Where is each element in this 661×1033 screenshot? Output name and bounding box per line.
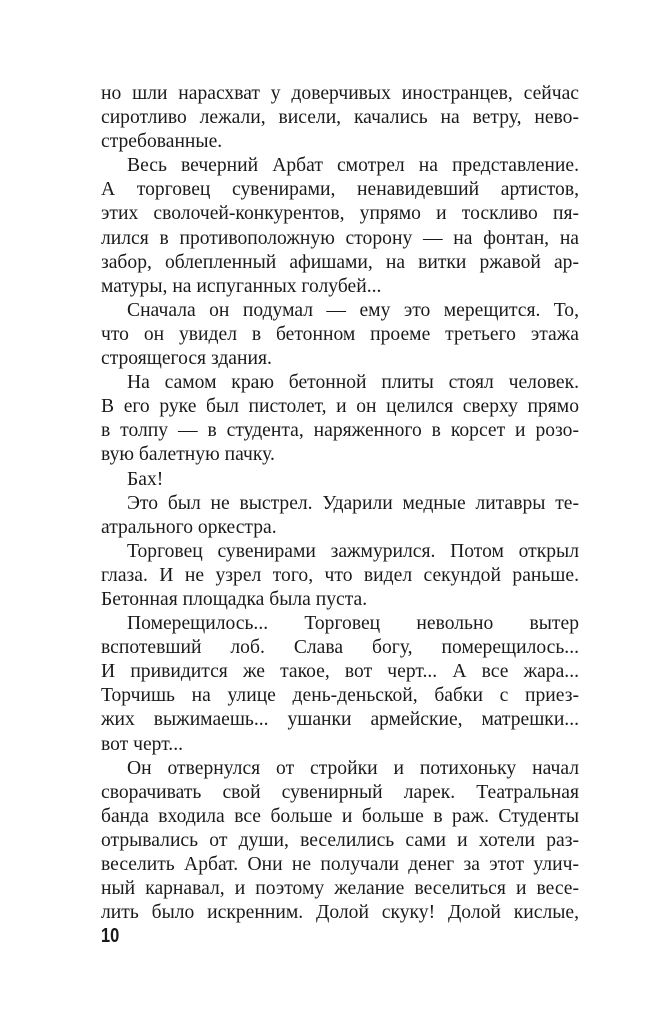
text-line: в толпу — в студента, наряженного в корсет и розо-: [101, 420, 579, 442]
text-line: этих сволочей-конкурентов, упрямо и тоскливо пя-: [101, 203, 579, 225]
text-line: вспотевший лоб. Слава богу, померещилось...: [101, 637, 579, 659]
text-line: банда входила все больше и больше в раж. Студенты: [101, 805, 579, 827]
text-line: отрывались от души, веселились сами и хотели раз-: [101, 829, 579, 851]
text-line: вот черт...: [101, 733, 183, 755]
text-line: стребованные.: [101, 131, 223, 153]
text-line: строящегося здания.: [101, 348, 272, 370]
text-line: Бах!: [127, 468, 164, 490]
text-line: И привидится же такое, вот черт... А все жара...: [101, 661, 579, 683]
page-number: 10: [101, 925, 120, 947]
text-line: Торчишь на улице день-деньской, бабки с приез-: [101, 685, 579, 707]
text-line: Это был не выстрел. Ударили медные литавры те-: [127, 492, 579, 514]
body-text: [101, 82, 579, 925]
text-line: забор, облепленный афишами, на витки ржавой ар-: [101, 251, 579, 273]
text-line: веселить Арбат. Они не получали денег за этот улич-: [101, 854, 579, 875]
text-line: атрального оркестра.: [101, 516, 277, 538]
text-line: Весь вечерний Арбат смотрел на представление.: [127, 155, 579, 177]
text-line: глаза. И не узрел того, что видел секундой раньше.: [101, 564, 579, 586]
text-line: Померещилось... Торговец невольно вытер: [127, 613, 579, 635]
text-line: Бетонная площадка была пуста.: [101, 588, 368, 610]
text-line: лился в противоположную сторону — на фонтан, на: [101, 227, 579, 249]
text-line: ный карнавал, и поэтому желание веселиться и весе-: [101, 878, 579, 900]
text-line: лить было искренним. Долой скуку! Долой кислые,: [101, 902, 579, 924]
text-line: вую балетную пачку.: [101, 444, 275, 466]
text-line: А торговец сувенирами, ненавидевший артистов,: [101, 179, 579, 201]
text-line: что он увидел в бетонном проеме третьего этажа: [101, 323, 579, 345]
text-line: Сначала он подумал — ему это мерещится. То,: [127, 299, 579, 321]
text-line: но шли нарасхват у доверчивых иностранцев, сейчас: [101, 83, 579, 104]
text-line: матуры, на испуганных голубей...: [101, 275, 382, 297]
text-line: жих выжимаешь... ушанки армейские, матрешки...: [101, 709, 579, 731]
text-line: Он отвернулся от стройки и потихоньку начал: [127, 757, 579, 779]
text-line: Торговец сувенирами зажмурился. Потом открыл: [127, 540, 579, 562]
text-line: сиротливо лежали, висели, качались на ветру, нево-: [101, 107, 579, 129]
text-line: сворачивать свой сувенирный ларек. Театральная: [101, 781, 579, 803]
text-line: На самом краю бетонной плиты стоял человек.: [127, 372, 579, 394]
text-line: В его руке был пистолет, и он целился сверху прямо: [101, 396, 579, 418]
